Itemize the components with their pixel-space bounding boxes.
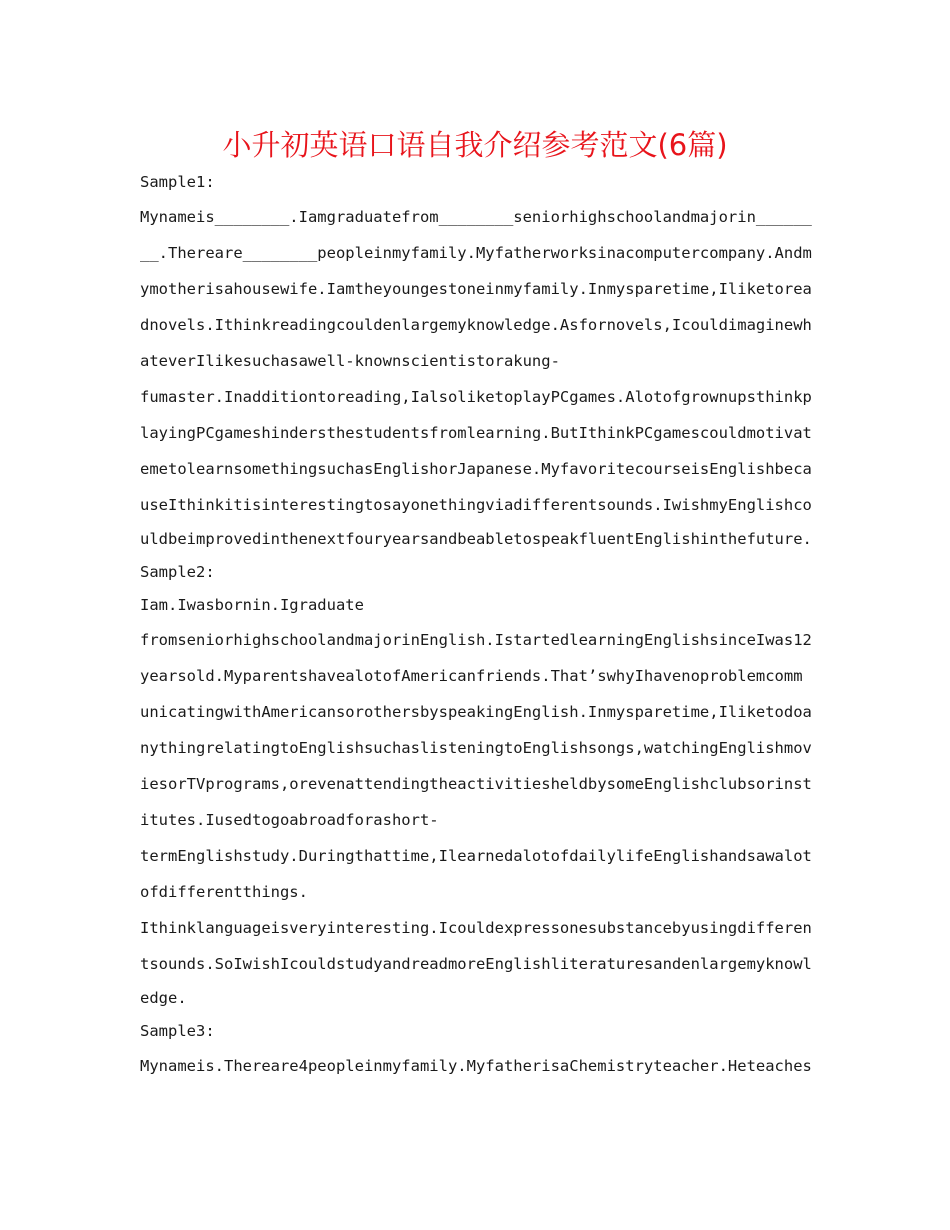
- text-line: termEnglishstudy.Duringthattime,IlearnedalotofdailylifeEnglishandsawalot: [140, 847, 812, 865]
- text-line: itutes.Iusedtogoabroadforashort-: [140, 811, 439, 829]
- text-line: iesorTVprograms,orevenattendingtheactivitiesheldbysomeEnglishclubsorinst: [140, 775, 812, 793]
- text-line: ateverIlikesuchasawell-knownscientistorakung-: [140, 352, 560, 370]
- text-line: tsounds.SoIwishIcouldstudyandreadmoreEnglishliteraturesandenlargemyknowl: [140, 955, 812, 973]
- text-line: Iam.Iwasbornin.Igraduate: [140, 596, 364, 614]
- text-line: ymotherisahousewife.Iamtheyoungestoneinmyfamily.Inmysparetime,Iliketorea: [140, 280, 812, 298]
- text-line: Mynameis________.Iamgraduatefrom________seniorhighschoolandmajorin______: [140, 208, 812, 226]
- text-line: edge.: [140, 989, 187, 1007]
- text-line: ofdifferentthings.: [140, 883, 308, 901]
- document-body: [140, 166, 812, 1084]
- text-line: Ithinklanguageisveryinteresting.Icouldexpressonesubstancebyusingdifferen: [140, 919, 812, 937]
- text-line: Sample3:: [140, 1022, 215, 1040]
- text-line: emetolearnsomethingsuchasEnglishorJapanese.MyfavoritecourseisEnglishbeca: [140, 460, 812, 478]
- text-line: unicatingwithAmericansorothersbyspeakingEnglish.Inmysparetime,Iliketodoa: [140, 703, 812, 721]
- text-line: __.Thereare________peopleinmyfamily.Myfatherworksinacomputercompany.Andm: [140, 244, 812, 262]
- text-line: dnovels.Ithinkreadingcouldenlargemyknowledge.Asfornovels,Icouldimaginewh: [140, 316, 812, 334]
- text-line: useIthinkitisinterestingtosayonethingviadifferentsounds.IwishmyEnglishco: [140, 496, 812, 514]
- text-line: Sample1:: [140, 173, 215, 191]
- document-title: 小升初英语口语自我介绍参考范文(6篇): [222, 128, 728, 162]
- text-line: fumaster.Inadditiontoreading,IalsoliketoplayPCgames.Alotofgrownupsthinkp: [140, 388, 812, 406]
- text-line: yearsold.MyparentshavealotofAmericanfriends.That’swhyIhavenoproblemcomm: [140, 667, 803, 685]
- text-line: Mynameis.Thereare4peopleinmyfamily.MyfatherisaChemistryteacher.Heteaches: [140, 1057, 812, 1075]
- text-line: Sample2:: [140, 563, 215, 581]
- text-line: fromseniorhighschoolandmajorinEnglish.IstartedlearningEnglishsinceIwas12: [140, 631, 812, 649]
- text-line: nythingrelatingtoEnglishsuchaslisteningtoEnglishsongs,watchingEnglishmov: [140, 739, 812, 757]
- text-line: layingPCgameshindersthestudentsfromlearning.ButIthinkPCgamescouldmotivat: [140, 424, 812, 442]
- text-line: uldbeimprovedinthenextfouryearsandbeabletospeakfluentEnglishinthefuture.: [140, 530, 812, 548]
